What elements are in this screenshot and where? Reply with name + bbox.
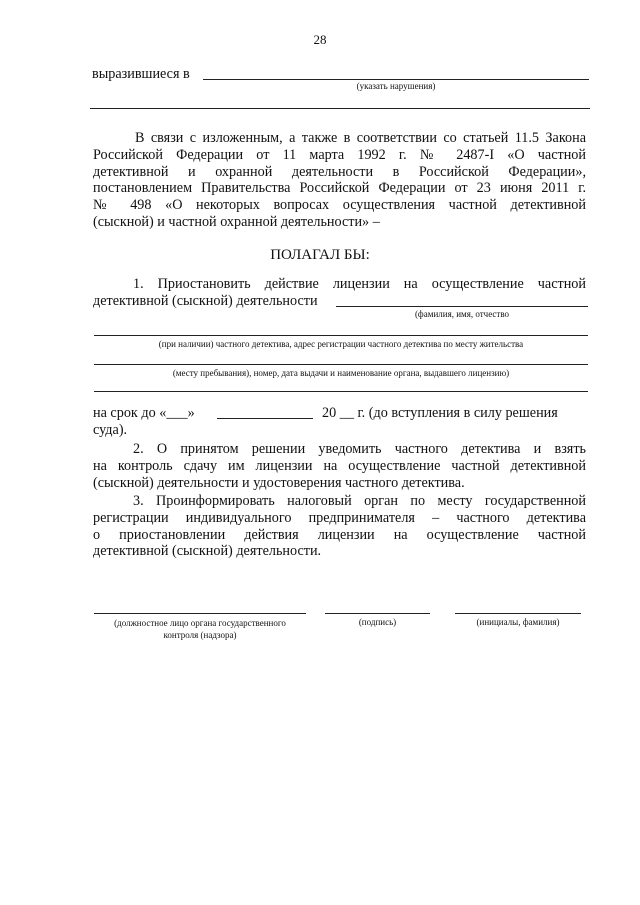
address-caption: (при наличии) частного детектива, адрес регистрации частного детектива по месту жительства [158,339,524,349]
page-number: 28 [313,32,327,47]
item1-line: 1. Приостановить действие лицензии на осуществление частной [133,276,586,292]
violations-caption: (указать нарушения) [356,81,436,91]
signature-line [325,613,430,614]
intro-line: № 498 «О некоторых вопросах осуществления частной детективной [93,197,586,214]
item2-line: 2. О принятом решении уведомить частного детектива и взять [133,441,586,457]
license-blank-line [94,364,588,365]
item2-paragraph [93,441,586,491]
official-caption-line: контроля (надзора) [163,630,237,640]
term-end: суда). [93,422,128,438]
item3-line: детективной (сыскной) деятельности. [93,543,322,560]
name-caption: (инициалы, фамилия) [476,617,560,627]
official-caption-line: (должностное лицо органа государственного [114,618,286,628]
item2-line: на контроль сдачу им лицензии на осуществление частной детективной [93,457,586,474]
license-second-line [94,391,588,392]
item3-line: о приостановлении действия лицензии на осуществление частной [93,526,586,543]
item2-line: (сыскной) деятельности и удостоверения частного детектива. [93,474,465,491]
fio-caption: (фамилия, имя, отчество [414,309,510,319]
intro-line: Российской Федерации от 11 марта 1992 г. № 2487-I «О частной [93,146,586,163]
violations-second-line [90,108,590,109]
intro-line: детективной и охранной деятельности в Российской Федерации», [93,163,586,180]
intro-line: В связи с изложенным, а также в соответствии со статьей 11.5 Закона [135,130,586,146]
violations-lead: выразившиеся в [92,66,190,82]
intro-paragraph [93,130,586,231]
official-caption [90,617,310,641]
signature-caption: (подпись) [358,617,397,627]
intro-line: (сыскной) и частной охранной деятельности» – [93,213,380,230]
address-blank-line [94,335,588,336]
fio-blank-line [336,306,588,307]
decision-heading: ПОЛАГАЛ БЫ: [270,247,370,263]
intro-line: постановлением Правительства Российской Федерации от 23 июня 2011 г. [93,180,586,197]
official-sign-line [94,613,306,614]
violations-blank-line [203,79,589,80]
term-prefix: на срок до «___» [93,405,195,421]
license-caption: (месту пребывания), номер, дата выдачи и наименование органа, выдавшего лицензию) [172,368,510,378]
term-date-blank [217,418,313,419]
item3-line: 3. Проинформировать налоговый орган по месту государственной [133,493,586,509]
item1-line: детективной (сыскной) деятельности [93,293,318,309]
name-line [455,613,581,614]
item3-line: регистрации индивидуального предпринимателя – частного детектива [93,509,586,526]
item3-paragraph [93,493,586,560]
term-suffix: 20 __ г. (до вступления в силу решения [322,405,558,421]
